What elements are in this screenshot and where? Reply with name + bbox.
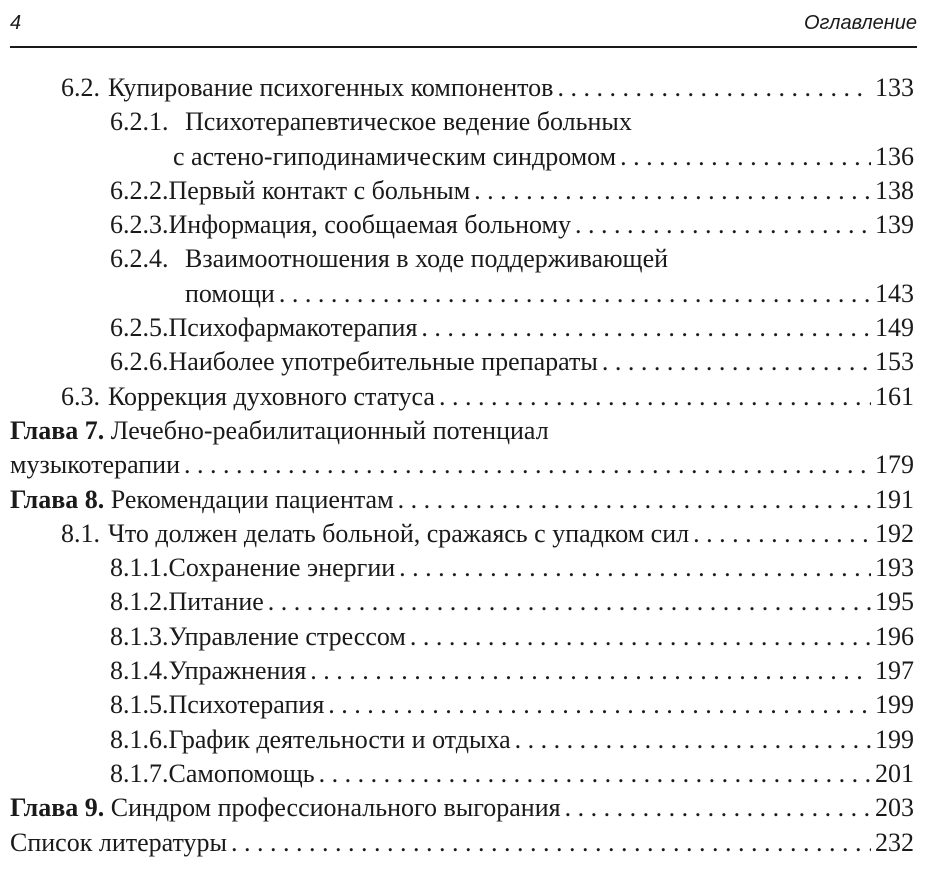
toc-entry-title: Рекомендации пациентам — [110, 484, 394, 514]
toc-entry-page: 153 — [875, 347, 914, 377]
table-of-contents — [0, 71, 927, 860]
toc-entry-chapter-9[interactable] — [0, 791, 927, 825]
toc-entry-number: 6.2.6. — [110, 347, 169, 377]
toc-entry-title: Первый контакт с больным — [168, 175, 471, 205]
toc-entry-page: 193 — [875, 553, 914, 583]
toc-entry-title-cont: помощи — [185, 278, 275, 308]
toc-entry-page: 139 — [875, 210, 914, 240]
toc-entry-title: Упражнения — [168, 656, 307, 686]
toc-entry-number: 8.1. — [61, 518, 100, 548]
toc-entry-8-1-7[interactable] — [0, 757, 927, 791]
toc-entry-6-2[interactable] — [0, 71, 927, 105]
toc-entry-6-2-1[interactable] — [0, 105, 927, 139]
toc-leader-dots — [310, 654, 871, 688]
toc-entry-number: 6.2.1. — [110, 107, 169, 137]
toc-entry-number: 8.1.1. — [110, 553, 169, 583]
toc-entry-6-3[interactable] — [0, 380, 927, 414]
toc-entry-page: 133 — [875, 73, 914, 102]
toc-entry-number: 6.2.5. — [110, 313, 169, 343]
toc-entry-8-1-4[interactable] — [0, 654, 927, 688]
toc-entry-bibliography[interactable] — [0, 826, 927, 860]
toc-entry-title: Наиболее употребительные препараты — [168, 347, 598, 377]
toc-entry-6-2-6[interactable] — [0, 345, 927, 379]
toc-chapter-label: Глава 7. — [10, 415, 105, 445]
toc-entry-page: 197 — [875, 656, 914, 686]
toc-leader-dots — [184, 448, 871, 482]
toc-leader-dots — [602, 345, 871, 379]
toc-entry-title: Список литературы — [10, 827, 227, 857]
toc-entry-title: График деятельности и отдыха — [168, 724, 511, 754]
toc-entry-6-2-4-cont[interactable] — [0, 277, 927, 311]
toc-leader-dots — [319, 757, 871, 791]
toc-leader-dots — [575, 208, 871, 242]
toc-entry-title: Лечебно-реабилитационный потенциал — [110, 415, 549, 445]
toc-entry-number: 8.1.7. — [110, 758, 169, 788]
toc-entry-title: Синдром профессионального выгорания — [110, 793, 561, 823]
toc-entry-page: 136 — [875, 141, 914, 171]
toc-leader-dots — [399, 551, 871, 585]
toc-entry-6-2-5[interactable] — [0, 311, 927, 345]
toc-entry-number: 6.2.2. — [110, 175, 169, 205]
toc-entry-title: Самопомощь — [168, 758, 315, 788]
toc-leader-dots — [328, 688, 871, 722]
toc-entry-8-1-6[interactable] — [0, 723, 927, 757]
toc-entry-title-cont: музыкотерапии — [10, 450, 181, 480]
toc-entry-6-2-2[interactable] — [0, 174, 927, 208]
toc-entry-title: Что должен делать больной, сражаясь с упадком сил — [108, 518, 690, 548]
toc-entry-8-1[interactable] — [0, 517, 927, 551]
toc-entry-number: 8.1.2. — [110, 587, 169, 617]
toc-entry-page: 203 — [875, 793, 914, 823]
toc-entry-page: 201 — [875, 758, 914, 788]
toc-entry-number: 8.1.3. — [110, 621, 169, 651]
toc-entry-title: Психотерапевтическое ведение больных — [185, 107, 632, 137]
toc-entry-chapter-7[interactable] — [0, 414, 927, 448]
running-title: Оглавление — [803, 12, 917, 34]
toc-leader-dots — [693, 517, 871, 551]
toc-leader-dots — [474, 174, 871, 208]
toc-entry-page: 143 — [875, 278, 914, 308]
toc-entry-8-1-3[interactable] — [0, 620, 927, 654]
toc-entry-8-1-2[interactable] — [0, 585, 927, 619]
toc-leader-dots — [231, 826, 871, 860]
toc-entry-page: 199 — [875, 690, 914, 720]
toc-entry-title: Питание — [168, 587, 264, 617]
toc-entry-number: 8.1.5. — [110, 690, 169, 720]
toc-entry-title: Купирование психогенных компонентов — [108, 73, 554, 102]
toc-entry-6-2-1-cont[interactable] — [0, 140, 927, 174]
toc-leader-dots — [557, 71, 871, 105]
toc-entry-page: 232 — [875, 827, 914, 857]
toc-entry-title: Коррекция духовного статуса — [108, 381, 435, 411]
toc-leader-dots — [410, 620, 871, 654]
toc-leader-dots — [515, 723, 871, 757]
toc-leader-dots — [439, 380, 871, 414]
header-rule — [10, 46, 917, 48]
toc-entry-title: Управление стрессом — [168, 621, 406, 651]
toc-entry-page: 195 — [875, 587, 914, 617]
toc-entry-6-2-4[interactable] — [0, 242, 927, 276]
toc-entry-chapter-7-cont[interactable] — [0, 448, 927, 482]
toc-chapter-label: Глава 8. — [10, 484, 105, 514]
toc-leader-dots — [421, 311, 871, 345]
toc-leader-dots — [620, 140, 871, 174]
toc-entry-8-1-1[interactable] — [0, 551, 927, 585]
toc-entry-title: Информация, сообщаемая больному — [168, 210, 571, 240]
toc-entry-page: 138 — [875, 175, 914, 205]
toc-leader-dots — [565, 791, 871, 825]
toc-entry-page: 149 — [875, 313, 914, 343]
toc-entry-page: 179 — [875, 450, 914, 480]
toc-entry-6-2-3[interactable] — [0, 208, 927, 242]
toc-entry-page: 191 — [875, 484, 914, 514]
toc-entry-title: Психотерапия — [168, 690, 325, 720]
page-header — [10, 6, 917, 40]
toc-entry-8-1-5[interactable] — [0, 688, 927, 722]
toc-entry-page: 199 — [875, 724, 914, 754]
toc-entry-number: 8.1.6. — [110, 724, 169, 754]
toc-entry-number: 6.3. — [61, 381, 100, 411]
toc-entry-title: Психофармакотерапия — [168, 313, 418, 343]
toc-entry-page: 196 — [875, 621, 914, 651]
toc-leader-dots — [279, 277, 871, 311]
toc-entry-number: 6.2.4. — [110, 244, 169, 274]
toc-entry-number: 8.1.4. — [110, 656, 169, 686]
toc-entry-page: 192 — [875, 518, 914, 548]
toc-leader-dots — [268, 585, 871, 619]
toc-leader-dots — [398, 483, 871, 517]
toc-entry-page: 161 — [875, 381, 914, 411]
toc-entry-title: Сохранение энергии — [168, 553, 396, 583]
toc-entry-chapter-8[interactable] — [0, 483, 927, 517]
toc-entry-number: 6.2. — [61, 73, 100, 102]
toc-entry-title-cont: с астено-гиподинамическим синдромом — [173, 141, 617, 171]
toc-chapter-label: Глава 9. — [10, 793, 105, 823]
toc-entry-title: Взаимоотношения в ходе поддерживающей — [185, 244, 669, 274]
page-number: 4 — [10, 12, 22, 34]
toc-entry-number: 6.2.3. — [110, 210, 169, 240]
